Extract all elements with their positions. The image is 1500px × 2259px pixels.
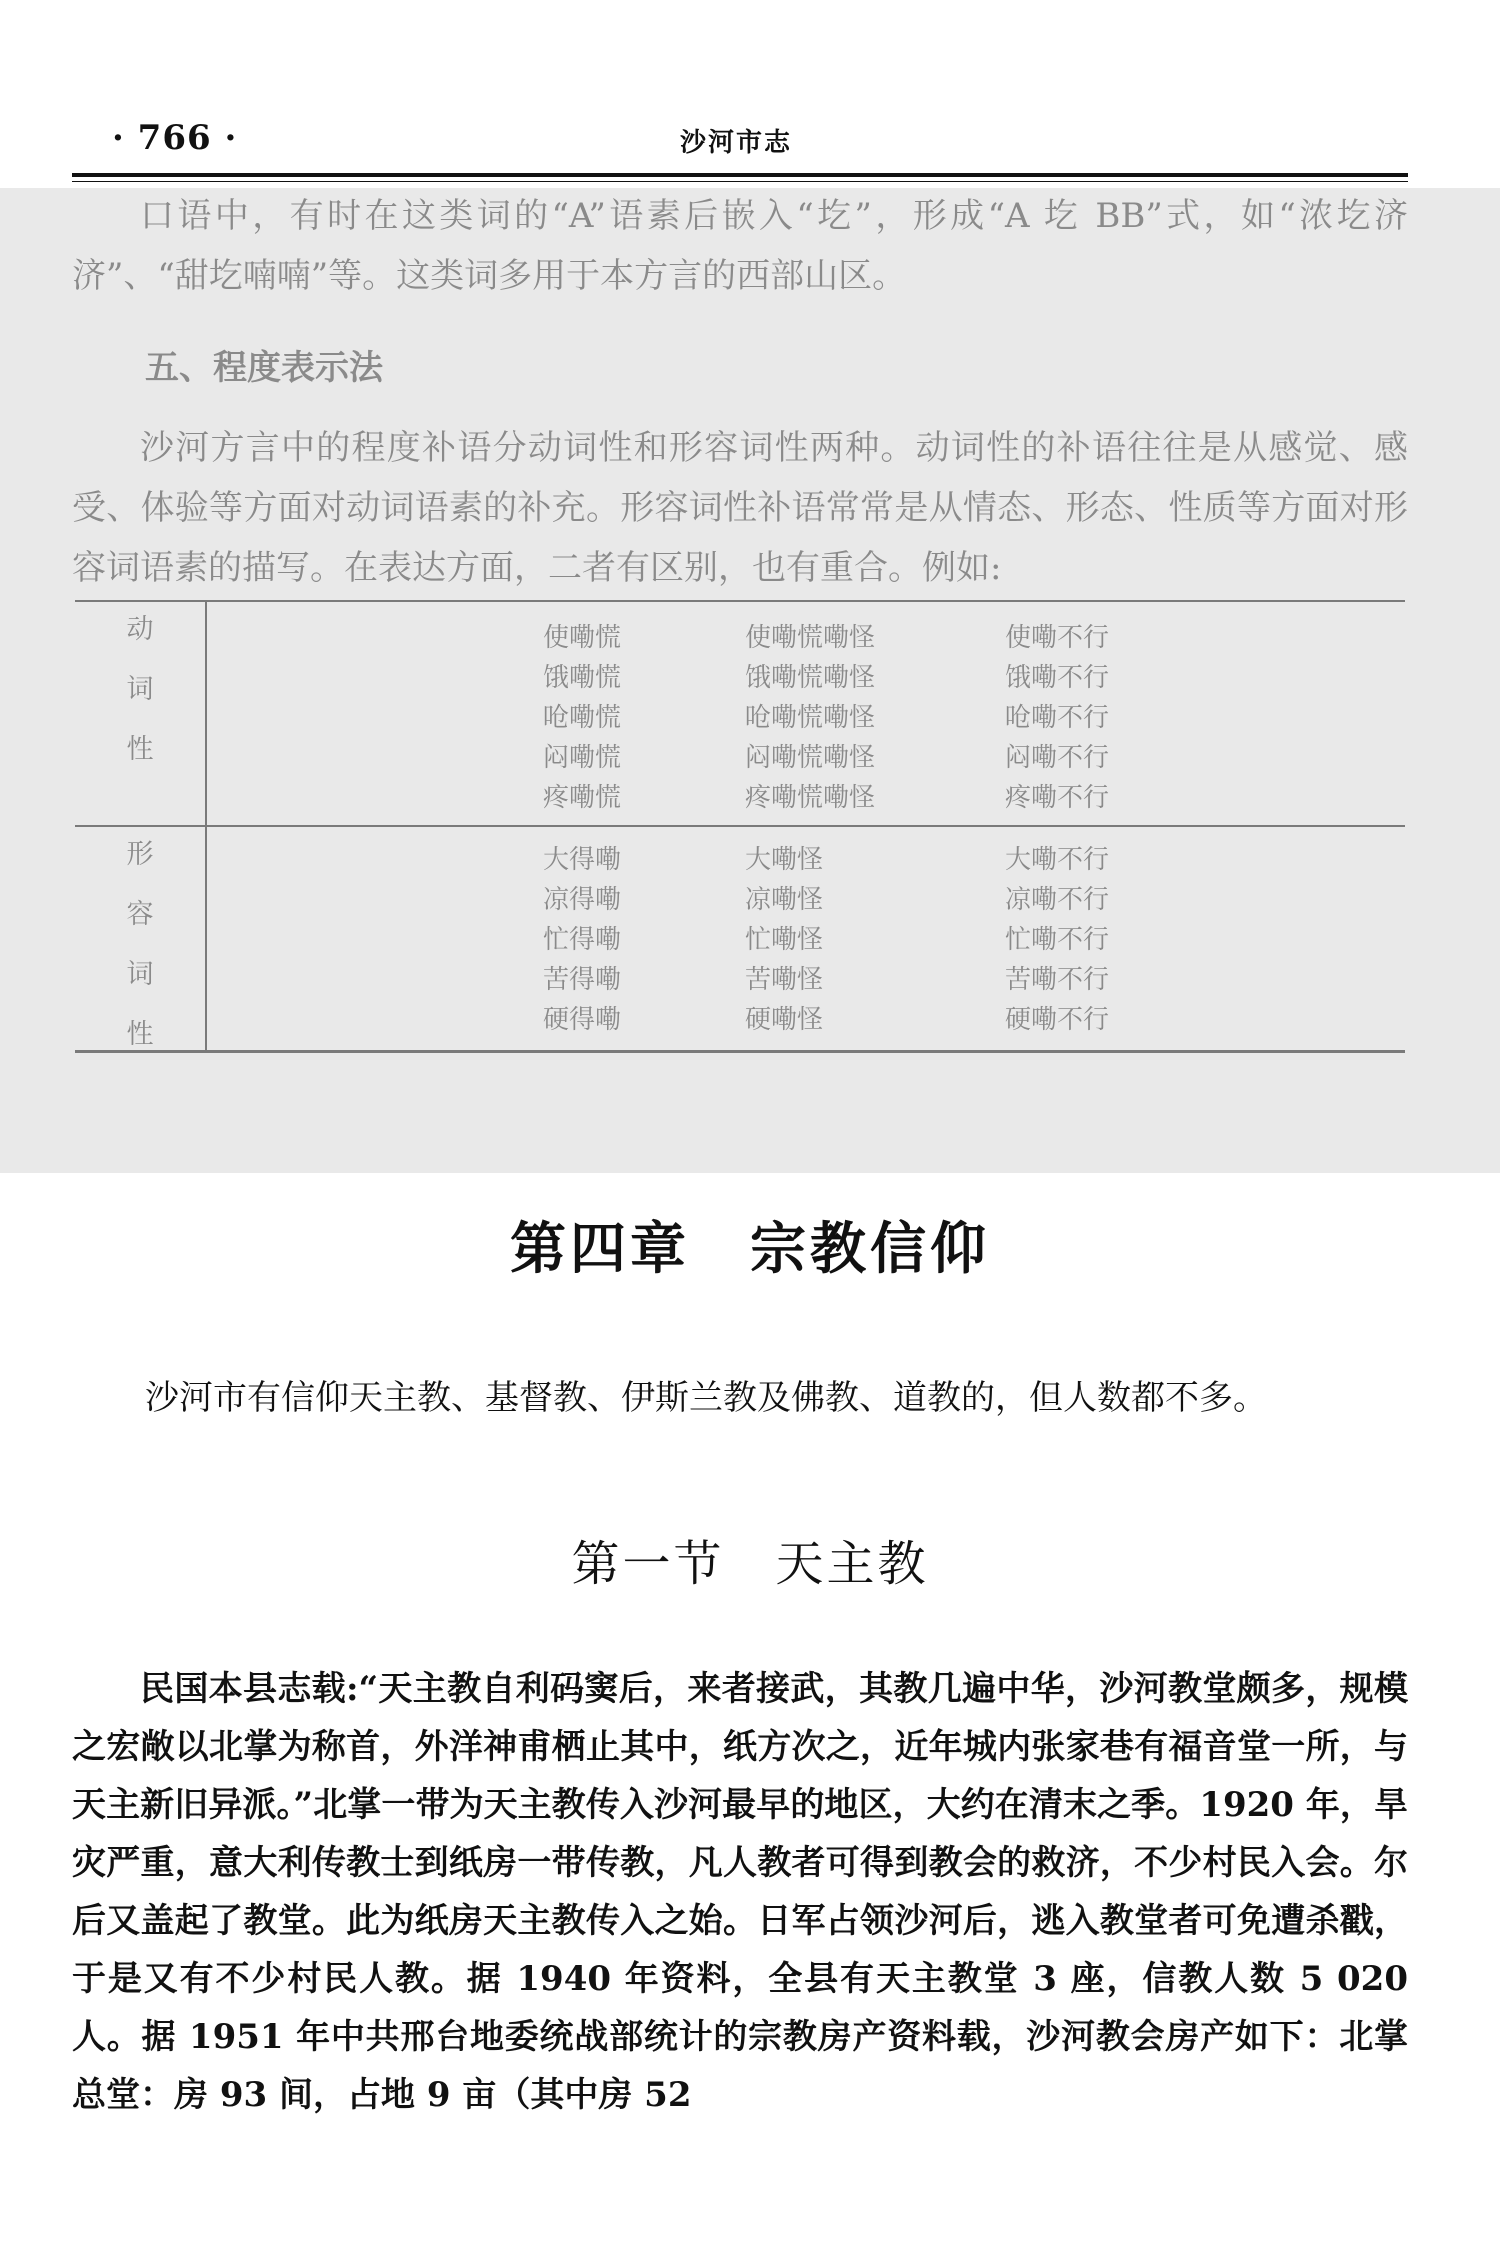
table-cell: 大嘞不行 — [1005, 845, 1110, 875]
table-cell: 使嘞慌 — [543, 623, 622, 653]
table-cell: 疼嘞慌嘞怪 — [745, 783, 876, 813]
group-label-char: 词 — [126, 674, 154, 705]
table-cell: 忙得嘞 — [543, 925, 622, 955]
table-cell: 疼嘞不行 — [1005, 783, 1110, 813]
table-cell: 忙嘞不行 — [1005, 925, 1110, 955]
adjectival-col-1 — [543, 840, 621, 1040]
group-label-adjectival — [115, 825, 165, 1065]
chapter-title: 第四章 宗教信仰 — [510, 1216, 990, 1282]
table-cell: 饿嘞慌 — [543, 663, 622, 693]
table-cell: 苦嘞不行 — [1005, 965, 1110, 995]
chapter-intro: 沙河市有信仰天主教、基督教、伊斯兰教及佛教、道教的，但人数都不多。 — [145, 1378, 1267, 1418]
table-cell: 使嘞不行 — [1005, 623, 1110, 653]
table-cell: 闷嘞慌嘞怪 — [745, 743, 876, 773]
verbal-col-3 — [1005, 618, 1109, 818]
adjectival-col-2 — [745, 840, 823, 1040]
table-cell: 凉嘞怪 — [745, 885, 824, 915]
group-label-char: 性 — [126, 1019, 154, 1050]
table-vertical-rule — [205, 600, 207, 1052]
table-cell: 忙嘞怪 — [745, 925, 824, 955]
table-bottom-rule — [75, 1050, 1405, 1053]
table-cell: 呛嘞不行 — [1005, 703, 1110, 733]
prev-paragraph-1-text: 口语中，有时在这类词的“A”语素后嵌入“圪”，形成“A 圪 BB”式，如“浓圪济济”、“甜圪喃喃”等。这类词多用于本方言的西部山区。 — [72, 196, 1408, 296]
table-cell: 饿嘞不行 — [1005, 663, 1110, 693]
table-top-rule — [75, 600, 1405, 602]
book-title: 沙河市志 — [680, 128, 793, 158]
table-cell: 疼嘞慌 — [543, 783, 622, 813]
table-cell: 使嘞慌嘞怪 — [745, 623, 876, 653]
verbal-col-2 — [745, 618, 875, 818]
table-cell: 硬嘞怪 — [745, 1005, 824, 1035]
table-cell: 呛嘞慌嘞怪 — [745, 703, 876, 733]
prev-paragraph-2 — [72, 418, 1408, 598]
page-number: · 766 · — [112, 118, 238, 158]
adjectival-col-3 — [1005, 840, 1109, 1040]
table-middle-rule — [75, 825, 1405, 827]
group-label-char: 容 — [126, 899, 154, 930]
group-label-char: 词 — [126, 959, 154, 990]
prev-paragraph-1 — [72, 186, 1408, 306]
section-body-text: 民国本县志载:“天主教自利码窦后，来者接武，其教几遍中华，沙河教堂颇多，规模之宏敞以北掌为称首，外洋神甫栖止其中，纸方次之，近年城内张家巷有福音堂一所，与天主新旧异派。”北掌一带为天主教传入沙河最早的地区，大约在清末之季。1920 年，旱灾严重，意大利传教士到纸房一带传教，凡人教者可得到教会的救济，不少村民入会。尔后又盖起了教堂。此为纸房天主教传入之始。日军占领沙河后，逃入教堂者可免遭杀戳，于是又有不少村民人教。据 1940 年资料，全县有天主教堂 3 座，信教人数 5 020 人。据 1951 年中共邢台地委统战部统计的宗教房产资料载，沙河教会房产如下：北掌总堂：房 93 间，占地 9 亩（其中房 52 — [72, 1669, 1408, 2115]
table-cell: 大得嘞 — [543, 845, 622, 875]
table-cell: 凉得嘞 — [543, 885, 622, 915]
table-cell: 硬得嘞 — [543, 1005, 622, 1035]
degree-complement-table — [75, 600, 1405, 1052]
group-label-verbal — [115, 600, 165, 780]
table-cell: 呛嘞慌 — [543, 703, 622, 733]
table-cell: 饿嘞慌嘞怪 — [745, 663, 876, 693]
group-label-char: 动 — [126, 614, 154, 645]
header-rule-thick — [72, 173, 1408, 177]
group-label-char: 性 — [126, 734, 154, 765]
prev-section-heading: 五、程度表示法 — [145, 348, 383, 388]
header-rule-thin — [72, 181, 1408, 182]
table-cell: 凉嘞不行 — [1005, 885, 1110, 915]
group-label-char: 形 — [126, 839, 154, 870]
table-cell: 闷嘞不行 — [1005, 743, 1110, 773]
table-cell: 苦嘞怪 — [745, 965, 824, 995]
section-body — [72, 1660, 1408, 2124]
verbal-col-1 — [543, 618, 621, 818]
prev-paragraph-2-text: 沙河方言中的程度补语分动词性和形容词性两种。动词性的补语往往是从感觉、感受、体验等方面对动词语素的补充。形容词性补语常常是从情态、形态、性质等方面对形容词语素的描写。在表达方面，二者有区别，也有重合。例如: — [72, 428, 1408, 588]
table-cell: 闷嘞慌 — [543, 743, 622, 773]
table-cell: 苦得嘞 — [543, 965, 622, 995]
section-title: 第一节 天主教 — [571, 1536, 929, 1592]
page-header — [0, 0, 1500, 190]
table-cell: 大嘞怪 — [745, 845, 824, 875]
table-cell: 硬嘞不行 — [1005, 1005, 1110, 1035]
